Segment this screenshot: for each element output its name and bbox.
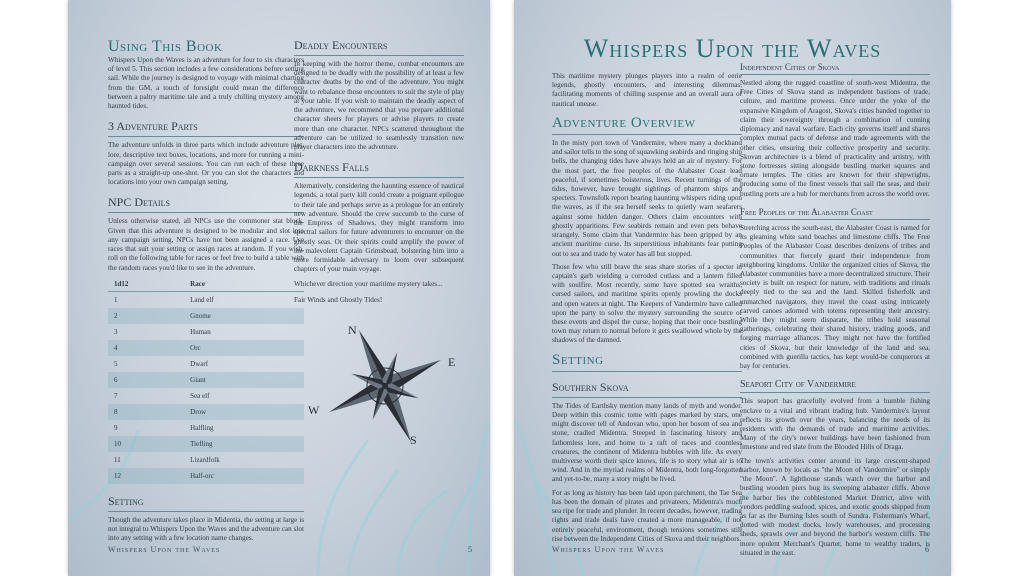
right-footer: Whispers Upon the Waves (552, 545, 665, 554)
book-title: Whispers Upon the Waves (583, 34, 882, 63)
left-page (68, 0, 490, 576)
roll-cell: 10 (108, 436, 184, 452)
race-table (108, 277, 304, 484)
compass-n: N (348, 323, 357, 337)
race-cell: Lizardfolk (190, 455, 220, 464)
using-this-book-text: Whispers Upon the Waves is an adventure for four to six characters of level 5. This section includes a few considerations before setting sail. While the journey is designed to voyage with minimal charting from the GM, a touch of foresight could mean the difference between a paltry maritime tale and a truly chilling mystery among haunted tides. (108, 56, 304, 111)
race-cell: Human (190, 327, 211, 336)
southern-text-2: For as long as history has been laid upon parchment, the Tae Sea has been the domain of pirates and privateers, Midentra's much sea ripe for trade and plunder. In recent decades, however, trading rights and trade deals have created a more manageable, if not entirely peaceful, environment, though tensions sometimes still rise between the Independent Cities of Skova and their neighbors. (552, 488, 742, 543)
independent-cities-heading: Independent Cities of Skova (740, 62, 930, 75)
fair-winds-text: Fair Winds and Ghostly Tides! (294, 295, 383, 304)
race-cell: Half-orc (184, 468, 304, 484)
using-this-book-heading: Using This Book (108, 38, 223, 55)
table-row (108, 420, 304, 436)
left-footer: Whispers Upon the Waves (108, 545, 221, 554)
table-row (108, 340, 304, 356)
seaport-text-2: The town's activities center around its large crescent-shaped harbor, known by locals as "the Moon of Vandermire" or simply "the Moon". A lighthouse stands watch over the harbor and bustling wooden piers hug its sweeping alabaster cliffs. Above the harbor lies the cobblestoned Market District, alive with vendors peddling seafood, spices, and exotic goods shipped from as far as the Burning Isles south of Sundra. Fisherman's Wharf, dotted with modest docks, lowly warehouses, and processing sheds, sprawls over and beyond the harbor's western cliffs. The more opulent Merchant's Quarter, home to wealthy traders, is situated in the east. (740, 456, 930, 557)
table-header-race: Race (184, 277, 304, 292)
seaport-text-1: This seaport has gracefully evolved from a humble fishing enclave to a vital and vibrant trading hub. Vandermire's layout reflects its growth over the years, balancing the needs of its residents with the demands of trade and maritime activities. Many of the city's newer buildings have been fashioned from limestone and red slate from the Blooded Hills of Draga. (740, 397, 930, 452)
left-page-number: 5 (468, 545, 472, 554)
race-cell: Giant (184, 372, 304, 388)
npc-details-text: Unless otherwise stated, all NPCs use the commoner stat block. Given that this adventure is designed to be modular and slot into any campaign setting, NPCs have not been assigned a race. Use races that suit your setting or assign races at random. If you wish, roll on the following table for races or feel free to build a table with the random races you'd like to see in the adventure. (108, 217, 304, 272)
race-cell: Land elf (190, 295, 214, 304)
right-page-right-column (740, 62, 930, 562)
roll-cell: 12 (108, 468, 184, 484)
table-row (108, 372, 304, 388)
southern-text-1: The Tides of Earthsky mention many lands of myth and wonder. Deep within this cosmic tome with pages marked by stars, one might discover tell of Andovan who, upon her bosom of sea and stone, cradled Midentra. Steeped in fascinating history and fathomless lore, and home to a raft of races and countless creatures, the continent of Midentra bubbles with life. As every multiverse worth their spice knows, life is to story what air is to wind. And in the myriad realms of Midentra, both long-forgotten and yet-to-be, many a story might be lived. (552, 401, 742, 484)
roll-cell: 1 (114, 295, 118, 304)
right-page (514, 0, 951, 576)
race-cell: Halfling (190, 423, 214, 432)
intro-text: This maritime mystery plunges players into a realm of eerie legends, ghostly encounters, and interesting dilemmas, facilitating moments of chilling suspense and an overall aura of nautical unease. (552, 72, 742, 108)
race-cell: Tiefling (184, 436, 304, 452)
deadly-encounters-text: In keeping with the horror theme, combat encounters are designed to be deadly with the possibility of at least a few character deaths by the end of the adventure. You might want to rebalance those encounters to suit the style of play at your table. If you wish to maintain the deadly aspect of the adventure, we recommend that you prepare additional character sheets for players or advise players to create more than one character. NPCs scattered throughout the adventure can be utilized to seamlessly transition new player characters into the adventure. (294, 60, 464, 151)
roll-cell: 8 (108, 404, 184, 420)
table-row (108, 468, 304, 484)
compass-s: S (410, 433, 417, 447)
table-row (108, 436, 304, 452)
deadly-encounters-heading: Deadly Encounters (294, 38, 464, 56)
table-header-roll: 1d12 (108, 277, 184, 292)
setting-heading: Setting (552, 352, 742, 372)
race-table-header (108, 277, 304, 292)
table-row (108, 452, 304, 468)
table-row (108, 388, 304, 404)
adventure-parts-text: The adventure unfolds in three parts which include adventure plot, lore, descriptive text boxes, locations, and more for running a mini-campaign over several sessions. You can run each of these three parts as a straight-up one-shot. Or you can slot the characters and locations into your own campaign setting. (108, 141, 304, 187)
compass-e: E (448, 355, 456, 369)
roll-cell: 9 (114, 423, 118, 432)
darkness-falls-text: Alternatively, considering the haunting essence of nautical legends, a total party kill could create a poignant epilogue to their tale and perhaps serve as a prologue for an entirely new adventure. Should the crew succumb to the curse of the Empress of Shadows, they might transform into spectral sailors for future adventurers to encounter on the ghostly seas. Or their spirits could amplify the power of the malevolent Captain Grimsbead, bolstering him into a more formidable adversary to loom over subsequent chapters of your main voyage. (294, 182, 464, 274)
roll-cell: 5 (114, 359, 118, 368)
roll-cell: 4 (108, 340, 184, 356)
roll-cell: 3 (114, 327, 118, 336)
race-cell: Drow (184, 404, 304, 420)
race-cell: Dwarf (190, 359, 209, 368)
table-row (108, 291, 304, 308)
table-row (108, 324, 304, 340)
overview-text-2: Those few who still brave the seas share stories of a specter in captain's garb wielding a corroded cutlass and a lantern filled with soulfire. Most recently, some have spotted sea wraiths, cursed sailors, and maritime spirits openly prowling the docks and open waters at night. The Keepers of Vandermire have called upon the party to solve the mystery surrounding the source of these events and dispel the curse, hoping that their once bustling town may return to normal before it gets swallowed whole by the shadows of the damned. (552, 262, 742, 345)
free-text: Stretching across the south-east, the Alabaster Coast is named for its gleaming white sand beaches and limestone cliffs. The Free Peoples of the Alabaster Coast describes denizens of tribes and communities that fiercely guard their independence from neighboring kingdoms. Unlike the organized cities of Skova, the Alabaster communities have a more decentralized structure. Their society is built on respect for nature, with traditions and rituals deeply tied to the sea and the land. Skilled fisherfolk and unmatched navigators, they travel the coast using intricately carved canoes adorned with totems representing their ancestry. While they might seem disparate, the tribes hold seasonal gatherings, celebrating their shared history, trading goods, and forging marriage alliances. They might not have the fortified cities of Skova, but their knowledge of the land and sea, combined with guerilla tactics, has kept would-be conquerors at bay for centuries. (740, 223, 930, 371)
right-column (294, 36, 464, 309)
race-cell: Sea elf (190, 391, 210, 400)
left-column (108, 36, 304, 547)
independent-text: Nestled along the rugged coastline of south-west Midentra, the Free Cities of Skova stand as independent bastions of trade, culture, and maritime prowess. Once under the yoke of the expansive Kingdom of Aragost, Skova's cities banded together to claim their sovereignty through a combination of cunning diplomacy and naval warfare. Each city governs itself and shares complex mutual pacts of defense and trade agreements with the other cities, ensuring their collective prosperity and security. Skovan architecture is a blend of practicality and artistry, with stone fortresses sitting alongside bustling market squares and ornate temples. The cities are known for their shipwrights, producing some of the finest vessels that sail the seas, and their bustling ports are a hub for merchants from across the world over. (740, 79, 930, 198)
compass-w: W (308, 403, 320, 417)
setting-text: Though the adventure takes place in Midentia, the setting at large is not integral to Whispers Upon the Waves and the adventure can slot into any setting with a few location name changes. (108, 515, 304, 543)
setting-heading: Setting (108, 494, 304, 512)
roll-cell: 2 (108, 308, 184, 324)
race-cell: Orc (184, 340, 304, 356)
right-page-left-column (552, 72, 742, 548)
adventure-parts-heading: 3 Adventure Parts (108, 119, 304, 137)
southern-skova-heading: Southern Skova (552, 380, 742, 398)
darkness-falls-heading: Darkness Falls (294, 160, 464, 178)
right-page-number: 6 (925, 545, 929, 554)
free-peoples-heading: Free Peoples of the Alabaster Coast (740, 207, 930, 220)
table-row (108, 356, 304, 372)
compass-rose-icon (300, 320, 470, 450)
seaport-heading: Seaport City of Vandermire (740, 379, 930, 393)
overview-text-1: In the misty port town of Vandermire, where many a dockhand and sailor tells to the song of squawking seabirds and ringing ship bells, the changing tides have always held an air of mystery. For the most part, the free peoples of the Alabaster Coast lead peaceful, if sometimes boisterous, lives. Recent turnings of the tides, however, have brought sightings of phantom ships and specters. Townsfolk report hearing haunting whispers riding upon the waves, as if the sea herself seeks to quietly warn seafarers against some hidden danger. Others claim encounters with ghostly apparitions. Few seabirds remain and even pets behave strangely. Some claim that Vandermire has been gripped by an ancient maritime curse. Its superstitious inhabitants fear putting out to sea and trade by water has all but stopped. (552, 138, 742, 258)
table-row (108, 404, 304, 420)
race-cell: Gnome (184, 308, 304, 324)
roll-cell: 11 (114, 455, 121, 464)
roll-cell: 6 (108, 372, 184, 388)
npc-details-heading: NPC Details (108, 195, 304, 213)
roll-cell: 7 (114, 391, 118, 400)
whichever-text: Whichever direction your maritime mystery takes... (294, 280, 443, 289)
adventure-overview-heading: Adventure Overview (552, 115, 742, 135)
table-row (108, 308, 304, 324)
